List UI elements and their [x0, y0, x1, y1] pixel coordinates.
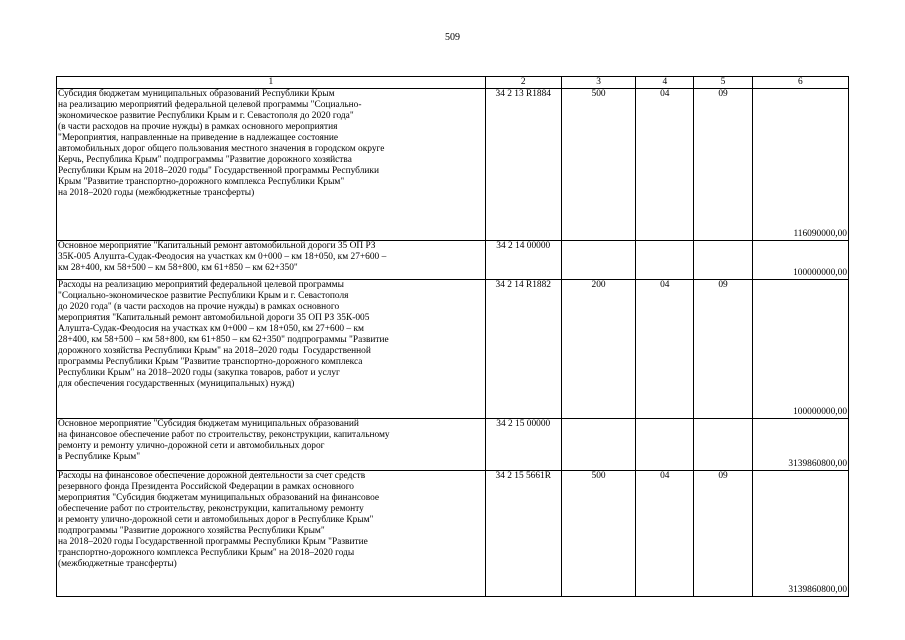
row-subsection [694, 419, 752, 471]
table-header-row [57, 77, 849, 89]
row-section: 04 [636, 471, 694, 597]
row-subsection: 09 [694, 89, 752, 241]
row-description: Субсидия бюджетам муниципальных образований Республики Крым на реализацию мероприятий федеральной целевой программы "Социально- экономическое развитие Республики Крым и г. Севастополя до 2020 года" (в части расходов на прочие нужды) в рамках основного мероприятия "Мероприятия, направленные на приведение в надлежащее состояние автомобильных дорог общего пользования местного значения в городском округе Керчь, Республика Крым" подпрограммы "Развитие дорожного хозяйства Республики Крым на 2018–2020 годы" Государственной программы Республики Крым "Развитие транспортно-дорожного комплекса Республики Крым" на 2018–2020 годы (межбюджетные трансферты) [57, 89, 486, 241]
row-description: Расходы на финансовое обеспечение дорожной деятельности за счет средств резервного фонда Президента Российской Федерации в рамках основного мероприятия "Субсидия бюджетам муниципальных образований на финансовое обеспечение работ по строительству, реконструкции, капитальному ремонту и ремонту улично-дорожной сети и автомобильных дорог в Республике Крым" подпрограммы "Развитие дорожного хозяйства Республики Крым" на 2018–2020 годы Государственной программы Республики Крым "Развитие транспортно-дорожного комплекса Республики Крым" на 2018–2020 годы (межбюджетные трансферты) [57, 471, 486, 597]
table-row [57, 89, 849, 241]
row-expense-type: 500 [561, 471, 635, 597]
table-row [57, 471, 849, 597]
row-amount: 100000000,00 [752, 241, 848, 280]
header-cell: 2 [485, 77, 561, 89]
row-amount: 100000000,00 [752, 280, 848, 419]
header-cell: 4 [636, 77, 694, 89]
row-amount: 116090000,00 [752, 89, 848, 241]
header-cell: 5 [694, 77, 752, 89]
header-cell: 3 [561, 77, 635, 89]
row-expense-type: 200 [561, 280, 635, 419]
row-subsection [694, 241, 752, 280]
row-description: Расходы на реализацию мероприятий федеральной целевой программы "Социально-экономическое развитие Республики Крым и г. Севастополя до 2020 года" (в части расходов на прочие нужды) в рамках основного мероприятия "Капитальный ремонт автомобильной дороги 35 ОП РЗ 35К-005 Алушта-Судак-Феодосия на участках км 0+000 – км 18+050, км 27+600 – км 28+400, км 58+500 – км 58+800, км 61+850 – км 62+350" подпрограммы "Развитие дорожного хозяйства Республики Крым" на 2018–2020 годы Государственной программы Республики Крым "Развитие транспортно-дорожного комплекса Республики Крым" на 2018–2020 годы (закупка товаров, работ и услуг для обеспечения государственных (муниципальных) нужд) [57, 280, 486, 419]
row-code: 34 2 13 R1884 [485, 89, 561, 241]
page-number: 509 [445, 32, 460, 43]
row-subsection: 09 [694, 471, 752, 597]
row-amount: 3139860800,00 [752, 471, 848, 597]
header-cell: 6 [752, 77, 848, 89]
row-expense-type [561, 241, 635, 280]
row-section: 04 [636, 89, 694, 241]
row-code: 34 2 15 00000 [485, 419, 561, 471]
table-row [57, 280, 849, 419]
header-cell: 1 [57, 77, 486, 89]
table-row [57, 241, 849, 280]
row-section [636, 419, 694, 471]
row-section [636, 241, 694, 280]
row-expense-type: 500 [561, 89, 635, 241]
row-code: 34 2 14 00000 [485, 241, 561, 280]
row-subsection: 09 [694, 280, 752, 419]
row-section: 04 [636, 280, 694, 419]
row-code: 34 2 15 5661R [485, 471, 561, 597]
row-code: 34 2 14 R1882 [485, 280, 561, 419]
row-expense-type [561, 419, 635, 471]
table-row [57, 419, 849, 471]
row-description: Основное мероприятие "Субсидия бюджетам муниципальных образований на финансовое обеспечение работ по строительству, реконструкции, капитальному ремонту и ремонту улично-дорожной сети и автомобильных дорог в Республике Крым" [57, 419, 486, 471]
row-amount: 3139860800,00 [752, 419, 848, 471]
budget-table [56, 76, 849, 597]
row-description: Основное мероприятие "Капитальный ремонт автомобильной дороги 35 ОП РЗ 35К-005 Алушта-Судак-Феодосия на участках км 0+000 – км 18+050, км 27+600 – км 28+400, км 58+500 – км 58+800, км 61+850 – км 62+350" [57, 241, 486, 280]
